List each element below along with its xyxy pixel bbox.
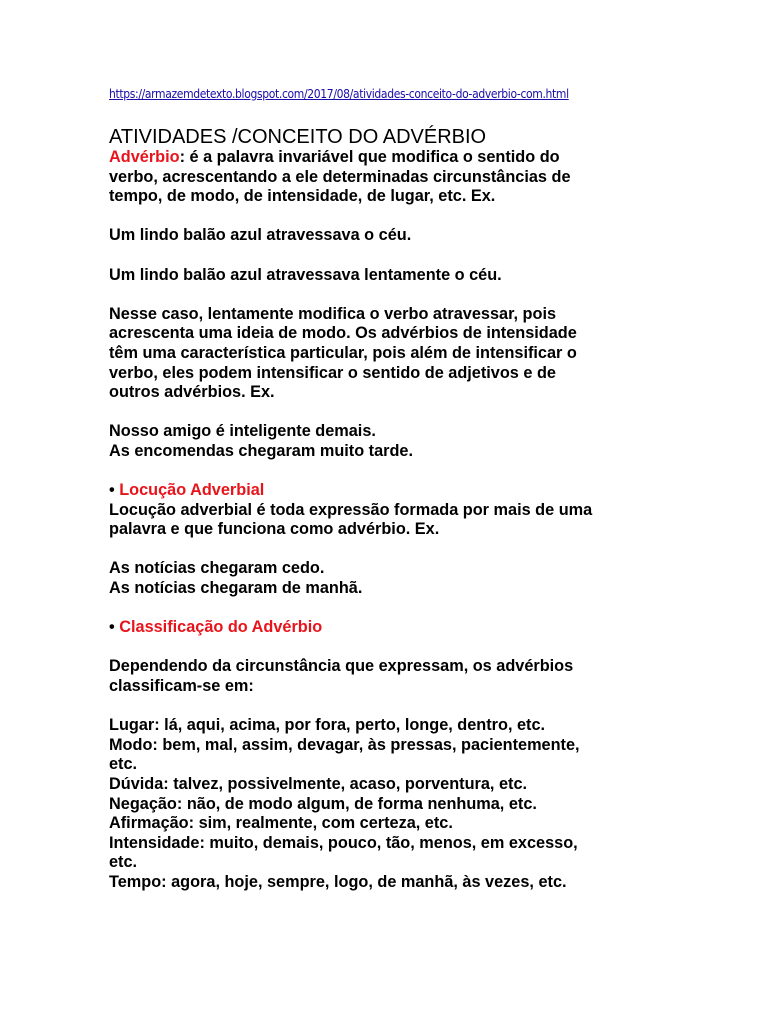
page-title: ATIVIDADES /CONCEITO DO ADVÉRBIO	[109, 126, 487, 148]
definition-term: Advérbio	[109, 148, 180, 166]
classification-item: etc.	[109, 755, 138, 774]
definition-line: tempo, de modo, de intensidade, de lugar, etc. Ex.	[109, 187, 496, 206]
classificacao-heading: Classificação do Advérbio	[119, 618, 323, 637]
explanation-line: têm uma característica particular, pois além de intensificar o	[109, 343, 577, 362]
classificacao-intro-line: Dependendo da circunstância que expressam, os advérbios	[109, 657, 574, 676]
definition-text: : é a palavra invariável que modifica o sentido do	[179, 148, 560, 166]
classification-item: Modo: bem, mal, assim, devagar, às pressas, pacientemente,	[109, 735, 580, 754]
locucao-heading: Locução Adverbial	[119, 481, 265, 500]
classification-item: etc.	[109, 853, 138, 872]
classification-item: Tempo: agora, hoje, sempre, logo, de manhã, às vezes, etc.	[109, 872, 567, 891]
classification-item: Lugar: lá, aqui, acima, por fora, perto, longe, dentro, etc.	[109, 716, 546, 735]
section-heading-classificacao	[109, 618, 669, 638]
locucao-text-line: Locução adverbial é toda expressão formada por mais de uma	[109, 500, 593, 519]
explanation-line: Nesse caso, lentamente modifica o verbo atravessar, pois	[109, 304, 557, 323]
section-heading-locucao	[109, 481, 669, 501]
example-sentence: As notícias chegaram de manhã.	[109, 579, 363, 598]
source-link[interactable]: https://armazemdetexto.blogspot.com/2017/08/atividades-conceito-do-adverbio-com.html	[109, 87, 569, 101]
classificacao-intro-line: classificam-se em:	[109, 677, 254, 696]
definition-line	[109, 148, 669, 168]
classification-item: Negação: não, de modo algum, de forma nenhuma, etc.	[109, 794, 537, 813]
example-sentence: Nosso amigo é inteligente demais.	[109, 422, 376, 441]
locucao-text-line: palavra e que funciona como advérbio. Ex.	[109, 520, 440, 539]
example-sentence: Um lindo balão azul atravessava o céu.	[109, 226, 412, 245]
example-sentence: As encomendas chegaram muito tarde.	[109, 441, 414, 460]
definition-line: verbo, acrescentando a ele determinadas circunstâncias de	[109, 167, 571, 186]
example-sentence: As notícias chegaram cedo.	[109, 559, 325, 578]
document-body	[109, 148, 669, 893]
example-sentence: Um lindo balão azul atravessava lentamente o céu.	[109, 265, 502, 284]
bullet-icon: •	[109, 481, 120, 500]
explanation-line: outros advérbios. Ex.	[109, 383, 275, 402]
classification-item: Intensidade: muito, demais, pouco, tão, menos, em excesso,	[109, 833, 578, 852]
explanation-line: acrescenta uma ideia de modo. Os advérbios de intensidade	[109, 324, 577, 343]
classification-item: Dúvida: talvez, possivelmente, acaso, porventura, etc.	[109, 775, 528, 793]
classification-item: Afirmação: sim, realmente, com certeza, etc.	[109, 814, 453, 833]
explanation-line: verbo, eles podem intensificar o sentido de adjetivos e de	[109, 363, 556, 382]
bullet-icon: •	[109, 618, 120, 637]
